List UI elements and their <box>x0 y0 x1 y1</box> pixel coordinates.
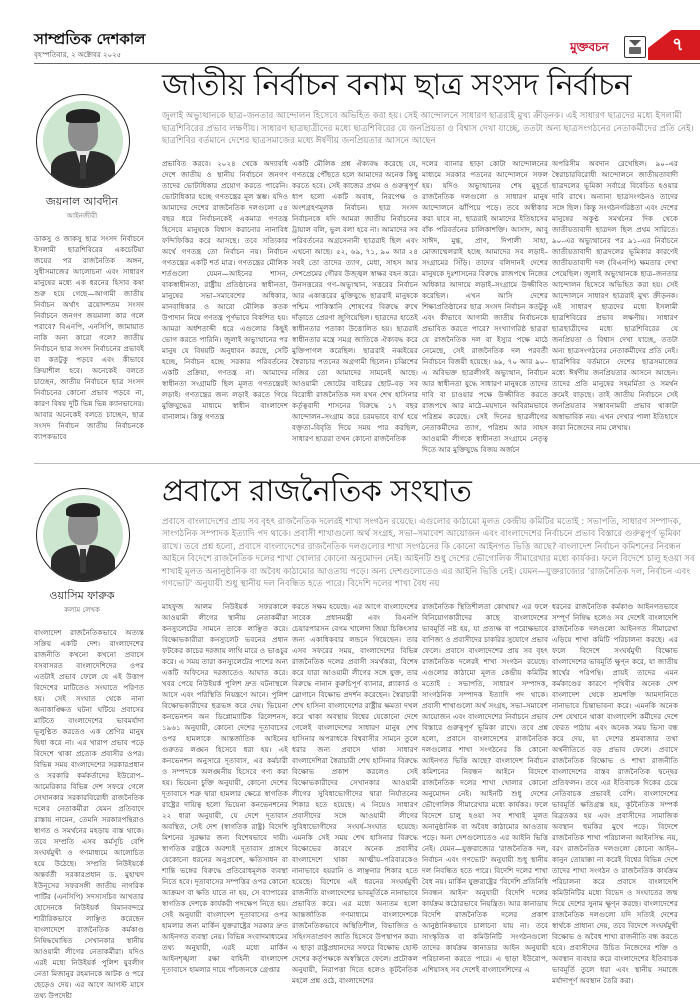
article2-column-4: রাজনৈতিক স্থিতিশীলতা কোথায়? এর ফলে বিনিয়োগকারীদের কাছে বাংলাদেশের ভাবমূর্তি নষ্ট হয়, যা প্রত্যক্ষ বা পরোক্ষভাবে বাণিজ্য ও প্রবাসীদের চাকরির সুযোগে প্রভাব ফেলে। প্রবাসে বাংলাদেশের প্রায় সব বৃহৎ রাজনৈতিক দলেরই শাখা সংগঠন রয়েছে। এগুলোর কাঠামো মূলত কেন্দ্রীয় কমিটির মতোই : সভাপতি, সাধারণ সম্পাদক, সাংগঠনিক সম্পাদক ইত্যাদি পদ থাকে। প্রবাসী শাখাগুলো অর্থ সংগ্রহ, সভা–সমাবেশ আয়োজন এবং বাংলাদেশের নির্বাচনে প্রভাব বিস্তারে গুরুত্বপূর্ণ ভূমিকা রাখে। তবে প্রশ্ন হলো, প্রবাসে বাংলাদেশের রাজনৈতিক দলগুলোর শাখা সংগঠনের কি কোনো আইনগত ভিত্তি আছে? বাংলাদেশ নির্বাচন কমিশনের নিবন্ধন আইনে বিদেশে রাজনৈতিক দলের শাখা খোলার কোনো অনুমোদন নেই। আইনটি শুধু দেশের ভৌগোলিক সীমারেখার মধ্যে কার্যকর। ফলে বিদেশে চালু হওয়া সব শাখাই মূলত অনানুষ্ঠানিক বা অবৈধ কাঠামোর আওতায় পড়ে। অন্য দেশগুলোতেও এর আইনি ভিত্তি নেই। যেমন—যুক্তরাজ্যের 'রাজনৈতিক দল, নির্বাচন এবং গণভোট' অনুযায়ী শুধু স্থানীয় দল নিবন্ধিত হতে পারে। বিদেশি দলের শাখা বৈধ নয়। মার্কিন যুক্তরাষ্ট্রের 'বিদেশি প্রতিনিধি নিবন্ধন আইন' অনুযায়ী বিদেশি দলের কার্যক্রম কঠোরভাবে নিয়ন্ত্রিত। আর কানাডায় বিদেশি রাজনৈতিক দলের প্রকাশ আনুষ্ঠানিকভাবে চালানো যায় না। তবে সাংস্কৃতিক বা কমিউনিটি সংগঠনগুলো তাদের কার্যক্রম কানাডার আইন অনুযায়ী পরিচালনা করতে পারে। এ ছাড়া ইউরোপ, এশিয়াসহ সব দেশেই বাংলাদেশিদের এ <box>422 601 548 974</box>
article1 <box>0 64 700 455</box>
article2-headline: প্রবাসে রাজনৈতিক সংঘাত <box>162 473 472 509</box>
article1-column-4: দলের ব্যানার ছাড়া কোটা আন্দোলনের মাধ্যমে সরকার পতনের আন্দোলনে সফল হয়। যদিও অভ্যুত্থানের শেষ মুহূর্তে রাজনৈতিক দলগুলো ও সাধারণ মানুষ আন্দোলনে ঝাঁপিয়ে পড়ে। তবে অস্বীকার করা যাবে না, ছাত্ররাই আমাদের ইতিহাসের বাঁক পরিবর্তনের চালিকাশক্তি। আসাদ, আবু সাঈদ, মুগ্ধ, প্রাণ, দিপালী সাহা, মোজাম্মেলরাই হচ্ছে আমাদের সব লড়াই–সংগ্রামের সিঁড়ি। তাদের বলিদানই দেশের মানুষকে দুঃশাসনের বিরুদ্ধে রাজপথে নিজের অধিকার আদায়ে লড়াই–সংগ্রামে উজ্জীবিত করেছিল। এখন আসি দেশের শিক্ষাপ্রতিষ্ঠানের ছাত্র সংসদ নির্বাচন কতটুকু এবং কীভাবে আগামী জাতীয় নির্বাচনকে প্রভাবিত করতে পারে? সংখ্যাগরিষ্ঠ ছাত্ররা যে রাজনৈতিক দল বা ইস্যুর পক্ষে মাঠে নেমেছে, সেই রাজনৈতিক দল পরবর্তী নির্বাচনে বিজয়ী হয়েছে। ৬৯, ৭০ আর ৯০–এ অবিভক্ত ছাত্রলীগই অভ্যুত্থান, নির্বাচন আর স্বাধীনতা যুদ্ধে সাধারণ মানুষকে তাদের দাবি বা চাওয়ার পক্ষে উজ্জীবিত করতে রাজপথে আর মাঠে–ময়দানে অবিরামভাবে পরিশ্রম করেছে। সেই দিনের ছাত্রলীগের নেতাকর্মীদের ত্যাগ, পরিশ্রম আর সাহস আওয়ামী লীগকে স্বাধীনতা সংগ্রামে নেতৃত্ব দিতে আর মুক্তিযুদ্ধে বিজয় অর্জনে <box>422 158 548 454</box>
author2-portrait <box>36 488 130 582</box>
article1-columns <box>162 158 697 455</box>
issue-date: বৃহস্পতিবার, ২ অক্টোবর ২০২৫ <box>34 51 122 59</box>
article2-main <box>162 470 697 1001</box>
hourglass-bottom-icon <box>629 47 641 54</box>
article-divider <box>34 463 700 464</box>
author2-role: কলাম লেখক <box>64 605 100 614</box>
article2-deck: প্রবাসে বাংলাদেশের প্রায় সব বৃহৎ রাজনৈতিক দলেরই শাখা সংগঠন রয়েছে। এগুলোর কাঠামো মূলত কেন্দ্রীয় কমিটির মতোই : সভাপতি, সাধারণ সম্পাদক, সাংগঠনিক সম্পাদক ইত্যাদি পদ থাকে। প্রবাসী শাখাগুলো অর্থ সংগ্রহ, সভা–সমাবেশ আয়োজন এবং বাংলাদেশের নির্বাচনে প্রভাব বিস্তারে গুরুত্বপূর্ণ ভূমিকা রাখে। তবে প্রশ্ন হলো, প্রবাসে বাংলাদেশের রাজনৈতিক দলগুলোর শাখা সংগঠনের কি কোনো আইনগত ভিত্তি আছে? বাংলাদেশ নির্বাচন কমিশনের নিবন্ধন আইনে বিদেশে রাজনৈতিক দলের শাখা খোলার কোনো অনুমোদন নেই। আইনটি শুধু দেশের ভৌগোলিক সীমারেখার মধ্যে কার্যকর। ফলে বিদেশে চালু হওয়া সব শাখাই মূলত অনানুষ্ঠানিক বা অবৈধ কাঠামোর আওতায় পড়ে। অন্য দেশগুলোতেও এর আইনি ভিত্তি নেই। যেমন—যুক্তরাজ্যের 'রাজনৈতিক দল, নির্বাচন এবং গণভোট' অনুযায়ী শুধু স্থানীয় দল নিবন্ধিত হতে পারে। বিদেশি দলের শাখা বৈধ নয় <box>162 516 695 589</box>
author1-role: আইনজীবী <box>66 212 98 220</box>
article2-columns <box>162 601 697 986</box>
masthead <box>0 0 700 64</box>
article2-column-3: করতে সক্ষম হয়েছে। এর আগে বাংলাদেশের সাবেক প্রধানমন্ত্রী এবং বিএনপি চেয়ারপারসন বেগম খালেদা জিয়া চিকিৎসার জন্য একাধিকবার লন্ডনে গিয়েছেন। তার এসব সফরের সময়, বাংলাদেশের বিভিন্ন রাজনৈতিক দলের প্রবাসী সমর্থকরা, বিশেষ করে যারা আওয়ামী লীগের সঙ্গে যুক্ত, তার বিরুদ্ধে নানান কুরুচিপূর্ণ ব্যানার, প্ল্যাকার্ড ও স্লোগানে বিক্ষোভ প্রদর্শন করেছেন। স্বৈরাচারী শেখ হাসিনা বাংলাদেশের রাষ্ট্রীয় ক্ষমতা দখল করে থাকা অবস্থায় বিশ্বের যেকোনো দেশে গেলেই বাংলাদেশের সাধারণ মানুষ শেখ হাসিনার অপরাধকে বিশ্ববাসীর সামনে তুলে ধরার জন্য প্রবাসে থাকা সাধারণ বাংলাদেশিরা স্বৈরাচারী শেখ হাসিনার বিরুদ্ধে বিক্ষোভ প্রকাশ করলেও সেই বিক্ষোভকারীদের সেখানকার আওয়ামী লীগের সুবিধাভোগীদের দ্বারা নির্যাতনের শিকার হতে হয়েছে। এ নিয়েও সাধারণ প্রবাসীদের সঙ্গে আওয়ামী লীগের সুবিধাভোগীদের সংঘর্ষ–সংঘাত হয়েছে। এমনকি সেই সময় শেখ হাসিনার বিরুদ্ধে বিক্ষোভের কারণে অনেক প্রবাসীর বাংলাদেশে থাকা আত্মীয়–পরিবারকেও নানাভাবে হয়রানি ও লাঞ্ছনার শিকার হতে হয়েছে। বিশেষে এই ধরনের সংঘর্ষমুখী রাজনীতি বাংলাদেশের ভাবমূর্তিকে নানাভাবে প্রভাবিত করে। এর মধ্যে অন্যতম হলো আন্তর্জাতিক গণমাধ্যমে বাংলাদেশকে রাজনৈতিকভাবে অস্থিতিশীল, বিভাজিত ও সহিংসতাপ্রবণ জাতি হিসেবে উপস্থাপন করা। এ ছাড়া রাষ্ট্রপ্রধানদের সফরে বিক্ষোভ হোস্ট দেশের কর্তৃপক্ষকে অস্বস্তিতে ফেলে। প্রটোকল অনুযায়ী, নিরাপত্তা দিতে হলেও কূটনৈতিক মহলে প্রশ্ন ওঠে, বাংলাদেশের <box>292 601 418 985</box>
article1-column-5: অপরিসীম অবদান রেখেছিল। ৯০–এর স্বৈরাচারবিরোধী আন্দোলনে জাতীয়তাবাদী ছাত্রদলের ভূমিকা সর্বাগ্রে বিবেচিত হওয়ার দাবি রাখে। অন্যান্য ছাত্রসংগঠনও তাদের সঙ্গে ছিল। কিন্তু সংগঠনগরিষ্ঠতা এবং দেশের মানুষের অকুণ্ঠ সমর্থনের দিক থেকে জাতীয়তাবাদী ছাত্রদল ছিল প্রথম সারিতে। ৯০–এর অভ্যুত্থানের পর ৯১–এর নির্বাচনে জাতীয়তাবাদী ছাত্রদলের ভূমিকার কারণেই জাতীয়তাবাদী দল (বিএনপি) ক্ষমতার দেখা পেয়েছিল। জুলাই অভ্যুত্থানকে ছাত্র–জনতার আন্দোলন হিসেবে অভিহিত করা হয়। সেই আন্দোলনে সাধারণ ছাত্ররাই মুখ্য ক্রীড়নক। এই সাধারণ ছাত্রদের মধ্যে ইসলামী ছাত্রশিবিরের প্রভাব লক্ষণীয়। সাধারণ ছাত্রছাত্রীদের মধ্যে ছাত্রশিবিরের যে জনপ্রিয়তা ও বিশ্বাস দেখা যাচ্ছে, ততটা অন্য ছাত্রসংগঠনের নেতাকর্মীদের প্রতি নেই। ছাত্রশিবির বর্তমানে দেশের ছাত্রসমাজের মধ্যে ঈর্ষণীয় জনপ্রিয়তার আসনে আছেন। তাদের প্রতি মানুষের সহমর্মিতা ও সমর্থন ক্রমেই বাড়ছে। তাই জাতীয় নির্বাচনে সেই জনপ্রিয়তার সম্ভাবনাময়ী প্রভাব থাকাটা অস্বাভাবিক নয়। এখন দেখার পালা ইতিহাসে কারা নিজেদের নাম লেখায়। <box>552 158 678 432</box>
article1-column-1: ডাকসু ও জাকসু ছাত্র সংসদ নির্বাচনে ইসলামী ছাত্রশিবিরের একচেটিয়া জয়ের পর রাজনৈতিক অঙ্গন, সুধীসমাজের আলোচনা এবং সাধারণ মানুষের মধ্যে এক ধরনের হিসাব কষা শুরু হয়ে গেছে—আগামী জাতীয় নির্বাচন অর্থাৎ ত্রয়োদশতম সংসদ নির্বাচনে জনগণ জয়মালা কার গলে পরাবে? বিএনপি, এনসিপি, জামায়াত নাকি অন্য কারো গলে? জাতীয় নির্বাচনে ছাত্র সংসদ নির্বাচনের প্রভাবই বা কতটুকু পড়বে এবং কীভাবে ক্রিয়াশীল হবে। অনেকেই বলতে চাচ্ছেন, জাতীয় নির্বাচনে ছাত্র সংসদ নির্বাচনের কোনো প্রভাব পড়বে না, কারণ বিষয় দুটি ভিন্ন ভিন্ন ক্যানভাসের। আবার অনেকেই বলতে চাচ্ছেন, ছাত্র সংসদ নির্বাচন জাতীয় নির্বাচনকে ব্যাপকভাবে <box>34 234 144 441</box>
section-logo-icon <box>624 36 646 58</box>
article1-column-3: একটি মৌলিক প্রশ্ন ঐক্যবদ্ধ করেছে যে, গণতন্ত্রে পৌঁছতে হলে আমাদের অনেক কিছু করতে হবে। সেই কাজের প্রথম ও গুরুত্বপূর্ণ ধাপ হলো একটি অবাধ, নিরপেক্ষ ও অংশগ্রহণমূলক নির্বাচন। ছাত্র সংসদ নির্বাচনকে যদি আমরা জাতীয় নির্বাচনের ট্রায়াল বলি, ভুল বলা হবে না। আমাদের সব পরিবর্তনের অগ্রসেনানী ছাত্ররাই ছিল এবং এখনো আছে। ৫২, ৬৯, ৭১, ৯০ আর ২৪ সবই তো তাদের ত্যাগ, মেধা, সাহস আর দেশপ্রেমের গৌরব উজ্জ্বল স্বাক্ষর বহন করে। উনসত্তরের গণ–অভ্যুত্থান, সত্তরের নির্বাচন আর একাত্তরের মুক্তিযুদ্ধে ছাত্ররাই মানুষকে পশ্চিম পাকিস্তানি শোষণের বিরুদ্ধে রুখে দাঁড়াতে প্রেরণা জুগিয়েছিল। ছাত্রদের হাতেই স্বাধীনতার পতাকা উত্তোলিত হয়। ছাত্ররাই স্বাধীনতার মন্ত্রে সমগ্র জাতিকে ঐক্যবদ্ধ করে মুক্তিপাগল করেছিল। ছাত্ররাই নব্বইয়ের স্বৈরাচার পতনের অগ্রগামী ছিলেন। চব্বিশের নজির তো আমাদের সামনেই আছে। আওয়ামী জোটের বাইরের ছোট–বড় সব বিরোধী রাজনৈতিক দল যখন শেখ হাসিনার কর্তৃত্ববাদী শাসনের বিরুদ্ধে ১৭ বছর আন্দোলন–সংগ্রাম করে চরমভাবে ব্যর্থ হয়ে বক্তৃতা–বিবৃতি দিয়ে সময় পার করছিল, সাধারণ ছাত্ররা তখন কোনো রাজনৈতিক <box>292 158 418 443</box>
article1-column-2: প্রভাবিত করবে। ২০২৪ থেকে অদ্যাবধি দেশে জাতীয় ও স্থানীয় নির্বাচনে জনগণ তাদের ভোটাধিকার প্রয়োগ করতে পারেনি। ভোটাধিকার হচ্ছে গণতন্ত্রের মূল স্তম্ভ। যদিও আমাদের দেশের রাজনৈতিক দলগুলো ৫৪ বছর ধরে নির্বাচনকেই একমাত্র গণতন্ত্র হিসেবে মানুষকে বিশ্বাস করানোর নানাবিধ ফন্দিফিকির করে আসছে। তবে সত্যিকার অর্থে গণতন্ত্র তো নির্বাচন নয়। নির্বাচন গণতন্ত্রের একটি শর্ত মাত্র। গণতন্ত্রের মৌলিক শর্তগুলো যেমন—আইনের শাসন, বাকস্বাধীনতা, রাষ্ট্রীয় প্রতিষ্ঠানের স্বাধীনতা, মানুষের সভা–সমাবেশের অধিকার, মানবাধিকার ও আরো মৌলিক কতক উপাদান নিয়ে গণতন্ত্র পূর্ণভাবে বিকশিত হয়। আমরা অর্ধশতাব্দী ধরে এগুলোর কিছুই ভোগ করতে পারিনি। জুলাই অভ্যুত্থানের পর মানুষ যে বিষয়টি অনুধাবন করছে, সেটি হচ্ছে, নির্বাচন হচ্ছে সরকার পরিবর্তনের একটি প্রক্রিয়া, গণতন্ত্র না। আমাদের স্বাধীনতা সংগ্রামটি ছিল মূলত গণতন্ত্রেরই লড়াই। গণতন্ত্রের জন্য লড়াই করতে গিয়ে মুক্তিযুদ্ধের মাধ্যমে স্বাধীন বাংলাদেশ বানালাম। কিন্তু গণতন্ত্র <box>162 158 288 421</box>
article1-deck: জুলাই অভ্যুত্থানকে ছাত্র–জনতার আন্দোলন হিসেবে অভিহিত করা হয়। সেই আন্দোলনে সাধারণ ছাত্ররাই মুখ্য ক্রীড়নক। এই সাধারণ ছাত্রদের মধ্যে ইসলামী ছাত্রশিবিরের প্রভাব লক্ষণীয়। সাধারণ ছাত্রছাত্রীদের মধ্যে ছাত্রশিবিরের যে জনপ্রিয়তা ও বিশ্বাস দেখা যাচ্ছে, ততটা অন্য ছাত্রসংগঠনের নেতাকর্মীদের প্রতি নেই। ছাত্রশিবির বর্তমানে দেশের ছাত্রসমাজের মধ্যে ঈর্ষণীয় জনপ্রিয়তার আসনে আছেন <box>162 111 694 146</box>
author1-portrait <box>36 94 130 188</box>
article2-column-2: মাহফুজ আলম নিউইয়র্ক সফরকালে আওয়ামী লীগের স্থানীয় নেতাকর্মীরা কনস্যুলেটের সামনে তাকে লাঞ্ছিত করে। বিক্ষোভকারীরা কনস্যুলেট ভবনের প্রধান ফটকের কাচের দরজায় লাথি মারে ও ভাঙচুর করে। এ সময় তারা কনস্যুলেটের পাশের অন্য একটি অফিসের দরজাতেও আঘাত করে। খবর পেয়ে নিউইয়র্ক পুলিশ দ্রুত ঘটনাস্থলে আসে এবং পরিস্থিতি নিয়ন্ত্রণে আনে। পুলিশ বিক্ষোভকারীদের ছত্রভঙ্গ করে দেয়। ভিয়েনা কনভেনশন অন ডিপ্লোম্যাটিক রিলেশনস, ১৯৬১ অনুযায়ী, কোনো দেশের দূতাবাসের ওপর হামলাকে আন্তর্জাতিক আইনের গুরুতর লঙ্ঘন হিসেবে ধরা হয়। এই কনভেনশন অনুসারে দূতাবাস, এর কর্মচারী ও সম্পদকে অলঙ্ঘনীয় হিসেবে গণ্য করা হয়। ভিয়েনা চুক্তি অনুযায়ী, কোনো দেশের দূতাবাসে শত্রু দ্বারা হামলার ক্ষেত্রে স্বাগতিক রাষ্ট্রের দায়িত্ব হলো ভিয়েনা কনভেনশনের ২২ ধারা অনুযায়ী, যে দেশে দূতাবাস অবস্থিত, সেই দেশ (স্বাগতিক রাষ্ট্র) বিদেশি মিশনের সুরক্ষার জন্য বিশেষভাবে দায়ী। স্বাগতিক রাষ্ট্রকে অবশ্যই দূতাবাস প্রাঙ্গণে যেকোনো ধরনের অনুপ্রবেশ, ক্ষতিসাধন বা শান্তি ভঙ্গের বিরুদ্ধে প্রতিরোধমূলক ব্যবস্থা নিতে হবে। দূতাবাসের সম্পত্তির ওপর কোনো আক্রমণ বা ক্ষতি যাতে না হয়, সে ব্যাপারের স্বাগতিক দেশকে কার্যকরী পদক্ষেপ নিতে হয়। সেই অনুযায়ী বাংলাদেশ দূতাবাসের ওপর হামলার জন্য মার্কিন যুক্তরাষ্ট্রের সরকার দ্রুত আইনগত ব্যবস্থা নেয়। বিভিন্ন সংবাদমাধ্যমের তথ্য অনুযায়ী, এরই মধ্যে মার্কিন আইনশৃঙ্খলা রক্ষা বাহিনী বাংলাদেশ দূতাবাসে হামলার দায়ে পাঁচজনকে গ্রেপ্তার <box>162 601 288 974</box>
hourglass-top-icon <box>629 40 641 46</box>
author2-name: ওয়াসিম ফারুক <box>49 588 115 602</box>
article2-column-1: বাংলাদেশ রাজনৈতিকভাবে অত্যন্ত সক্রিয় একটি দেশ। বাংলাদেশের রাজনীতি কখনো কখনো প্রবাসে বসবাসরত বাংলাদেশিদের ওপর এতটাই প্রভাব ফেলে যে এই উত্তাপ বিদেশের মাটিতেও সংঘাতে পরিণত হয়। সেই সংঘাত থেকে নানা অনাকাঙ্ক্ষিত ঘটনা ঘটিয়ে প্রবাসের মাটিতে বাংলাদেশের ভাবমর্যাদা ভূলুণ্ঠিত করতেও এক শ্রেণির মানুষ দ্বিধা করে না। এর খারাপ প্রভাব পড়ে বিদেশে থাকা প্রত্যেক প্রবাসীর ওপর। বিভিন্ন সময় বাংলাদেশের সরকারপ্রধান ও সরকারি কর্মকর্তাদের ইউরোপ–আমেরিকার বিভিন্ন দেশ সফরে গেলে সেখানকার সরকারবিরোধী রাজনৈতিক দলের নেতাকর্মীরা যেমন প্রতিবাদে রাস্তায় নামেন, তেমনি সরকারপন্থিরাও স্বাগত ও সমর্থনের মহড়ায় ব্যস্ত থাকে। তবে সম্প্রতি এসব কর্মসূচি বেশি সংঘর্ষমুখী ও গণমাধ্যমে আলোচিত হয়ে উঠেছে। সম্প্রতি নিউইয়র্কে অন্তর্বর্তী সরকারপ্রধান ড. মুহাম্মদ ইউনূসের সফরসঙ্গী জাতীয় নাগরিক পার্টির (এনসিপি) সদস্যসচিব আখতার হোসেনকে নিউইয়র্ক বিমানবন্দরে শারীরিকভাবে লাঞ্ছিত করেছেন বাংলাদেশে রাজনৈতিক কর্মকাণ্ড নিষিদ্ধঘোষিত সেখানকার স্থানীয় আওয়ামী লীগের নেতাকর্মীরা। যদিও এরই মধ্যে নিউইয়র্ক পুলিশ যুবলীগ নেতা মিজানুর রহমানকে আটক ও পরে ছেড়েও দেয়। এর আগে আগস্ট মাসে তথ্য উপদেষ্টা <box>34 627 144 1000</box>
page-number: ৭ <box>672 34 684 55</box>
author1-name: জয়নাল আবদীন <box>45 195 119 208</box>
article1-sidebar <box>0 64 162 455</box>
article1-main <box>162 64 697 455</box>
article2-column-5: ধরনের রাজনৈতিক কর্মকাণ্ড আইনগতভাবে সম্পূর্ণ নিষিদ্ধ হলেও সব দেশেই বাংলাদেশি রাজনৈতিক দলগুলো আইনগত সীমারেখা এড়িয়ে শাখা কমিটি পরিচালনা করছে। এর ফলে বিদেশে সংঘর্ষমুখী বিক্ষোভ বাংলাদেশের ভাবমূর্তি ক্ষুণ্ন করে, যা জাতীয় স্বার্থের পরিপন্থি। প্রায়ই তাদের এমন কর্মকাণ্ডের কারণে পৃথিবীর অনেক দেশ বাংলাদেশ থেকে শ্রমশক্তি আমদানিতে নানাভাবে চিন্তাভাবনা করে। এমনকি অনেক দেশ যেখানে থাকা বাংলাদেশি কর্মীদের দেশে ফেরত পাঠায় এবং অনেক সময় ভিসা বন্ধ করে দেয়, যা দেশের শ্রমবাজার তথা অর্থনীতিতে বড় প্রভাব ফেলে। প্রবাসে রাজনৈতিক বিক্ষোভ ও শাখা রাজনীতি বাংলাদেশের বাস্তব রাজনৈতিক দ্বন্দ্বের প্রতিফলন। তবে এর ইতিবাচক দিকের চেয়ে নেতিবাচক প্রভাবই বেশি। বাংলাদেশের ভাবমূর্তি ক্ষতিগ্রস্ত হয়, কূটনৈতিক সম্পর্ক বিব্রতকর হয় এবং প্রবাসীদের সামাজিক অবস্থান হুমকির মুখে পড়ে। বিদেশে রাজনৈতিক শাখা পরিচালনা আইনসিদ্ধ নয়, বরং রাজনৈতিক দলগুলো কোনো আইন–কানুন তোয়াক্কা না করেই বিশ্বের বিভিন্ন দেশে তাদের শাখা সংগঠন ও রাজনৈতিক কার্যক্রম পরিচালনা করে প্রবাসে বাংলাদেশি কমিউনিটির মধ্যে বিভেদ ও সংঘাতের জন্ম দিয়ে দেশের সুনাম ক্ষুণ্ন করছে। বাংলাদেশের রাজনৈতিক দলগুলো যদি সত্যিই দেশের স্বার্থকে প্রাধান্য দেয়, তবে বিদেশে সংঘর্ষমুখী বিক্ষোভ ও অবৈধ শাখা রাজনীতি বন্ধ করতে হবে। প্রবাসীদের উচিত নিজেদের শক্তি ও অবস্থান ব্যবহার করে বাংলাদেশের ইতিবাচক ভাবমূর্তি তুলে ধরা এবং স্থানীয় সমাজে মর্যাদাপূর্ণ অবস্থান তৈরি করা। <box>552 601 678 985</box>
article1-headline: জাতীয় নির্বাচন বনাম ছাত্র সংসদ নির্বাচন <box>162 68 632 103</box>
newspaper-name: সাম্প্রতিক দেশকাল <box>34 30 146 48</box>
article2 <box>0 470 700 1001</box>
section-label: মুক্তবচন <box>570 40 609 54</box>
article2-sidebar <box>0 470 162 1001</box>
